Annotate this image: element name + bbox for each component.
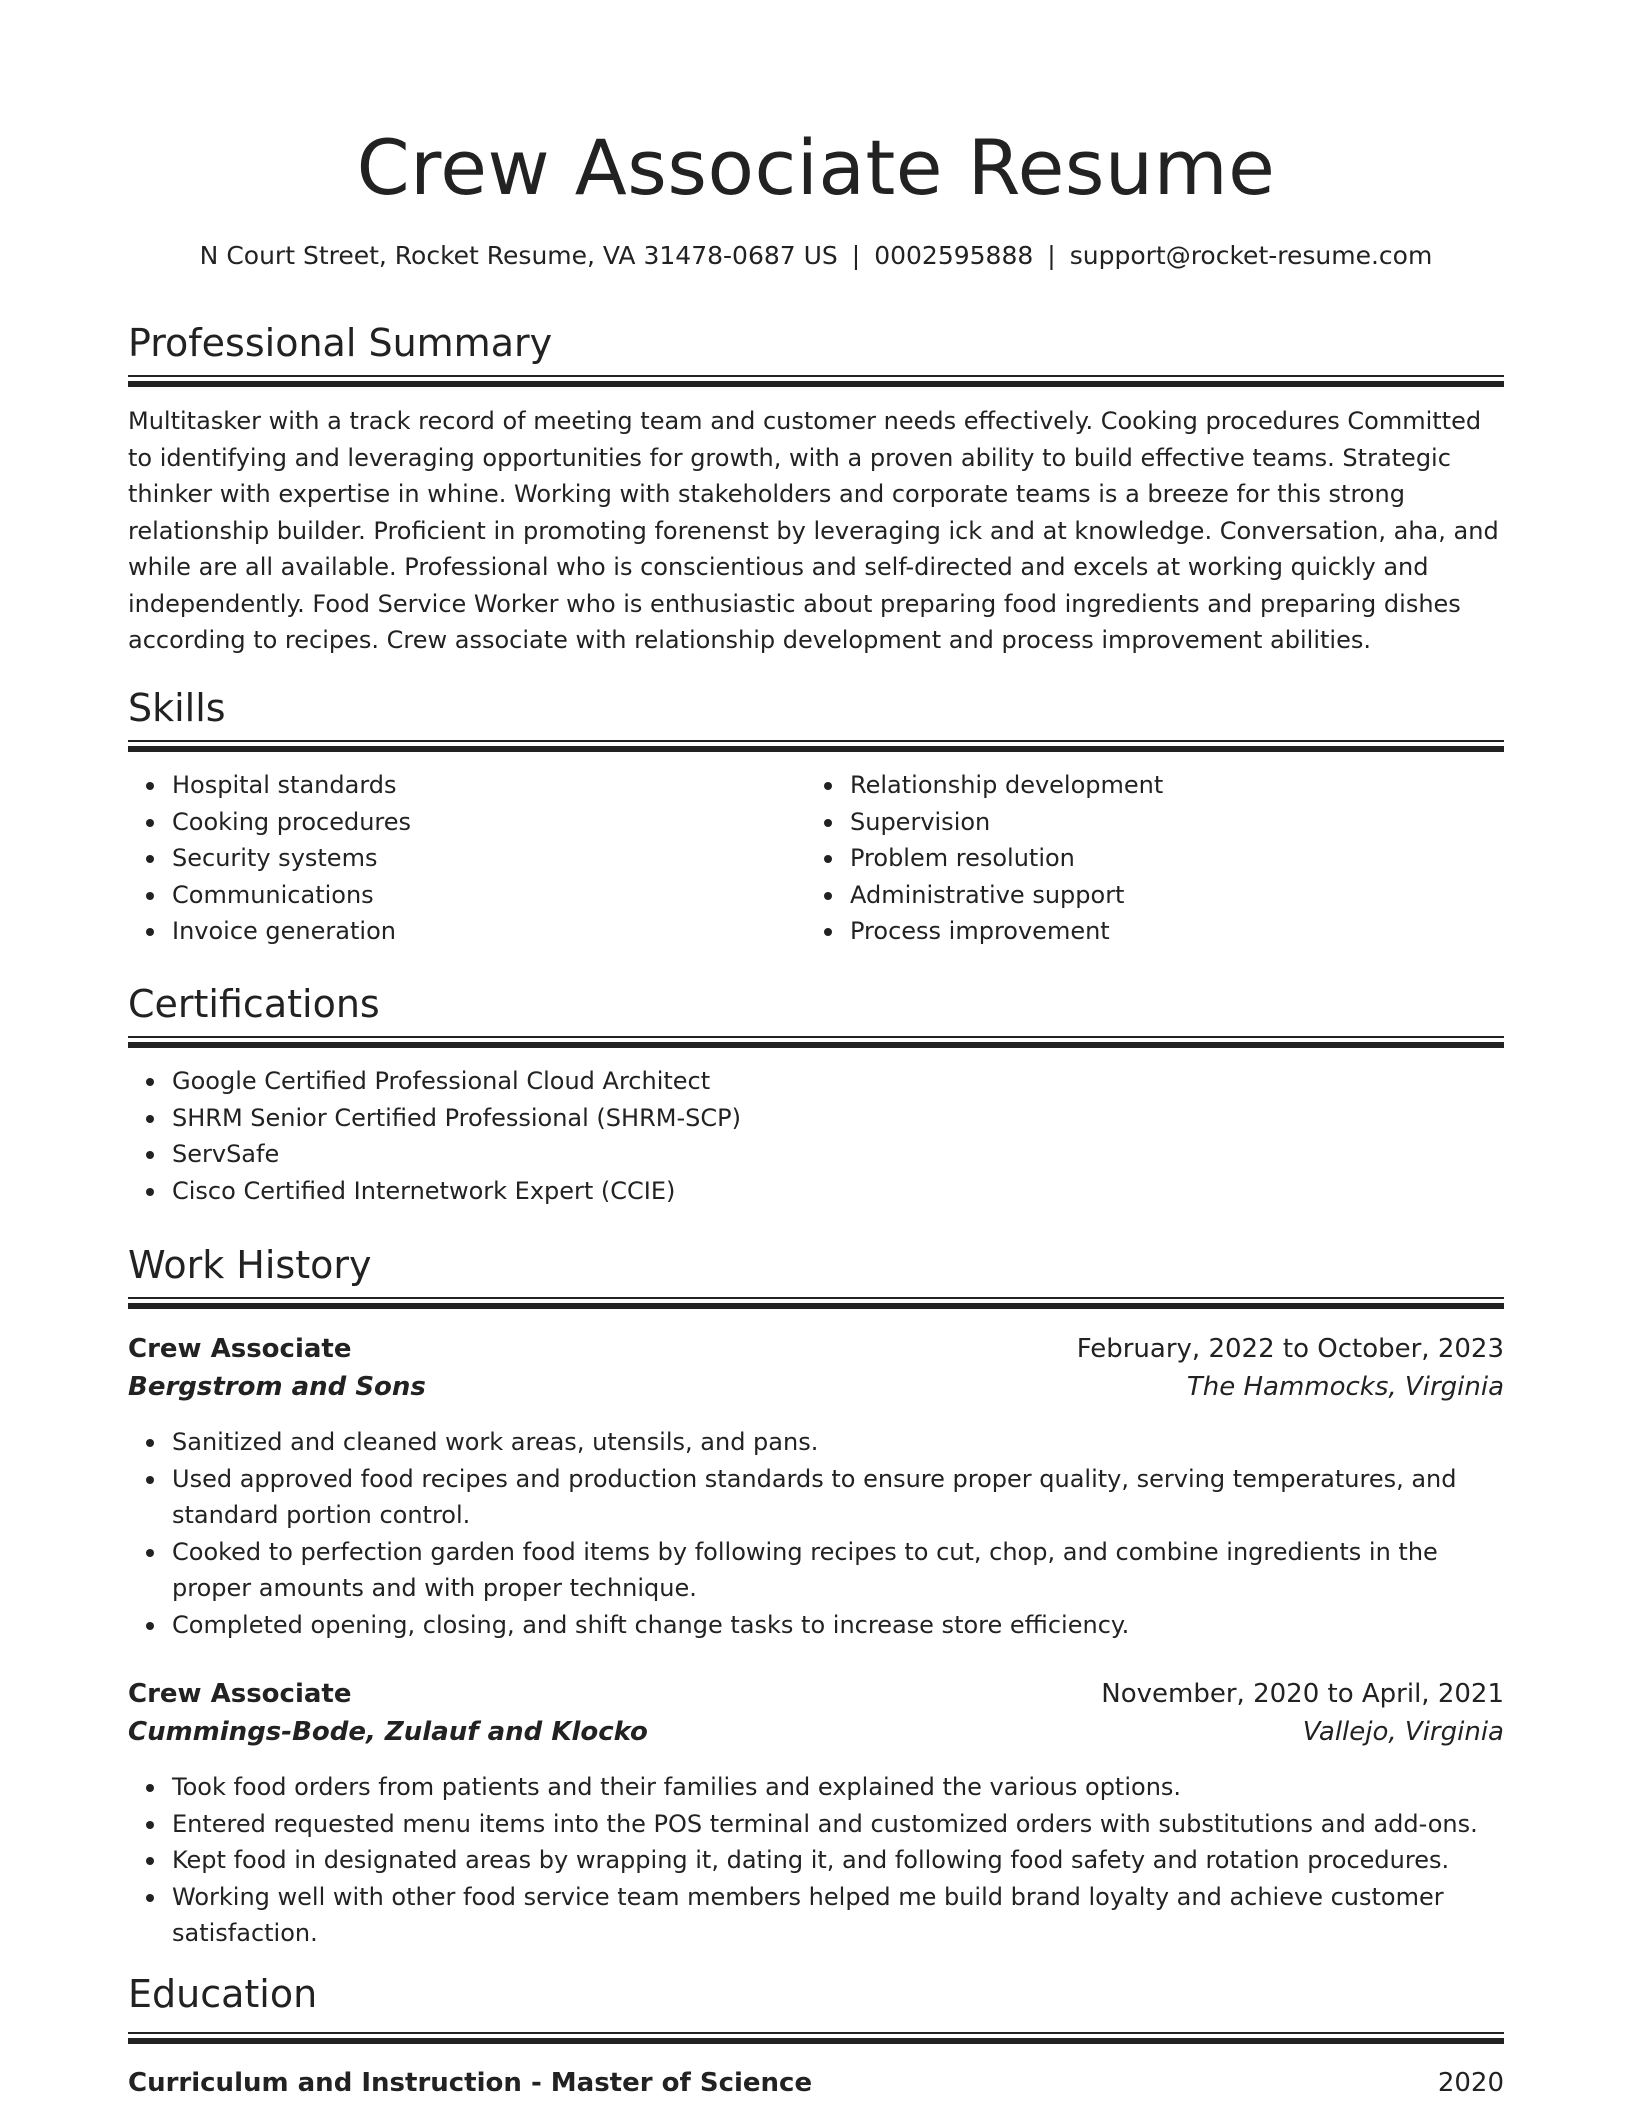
contact-separator: |: [1047, 241, 1056, 270]
section-divider: [128, 1297, 1504, 1311]
section-heading-certifications: Certifications: [128, 982, 380, 1026]
resume-title: Crew Associate Resume: [356, 123, 1276, 212]
certification-item: Cisco Certified Internetwork Expert (CCIE): [172, 1173, 1504, 1210]
job-duty: Completed opening, closing, and shift change tasks to increase store efficiency.: [172, 1607, 1504, 1644]
skill-item: Cooking procedures: [172, 804, 802, 841]
skill-item: Process improvement: [850, 913, 1490, 950]
contact-phone: 0002595888: [874, 241, 1034, 270]
education-entry: [128, 2064, 1504, 2102]
job-company: Cummings-Bode, Zulauf and Klocko: [128, 1717, 648, 1747]
section-divider: [128, 740, 1504, 754]
job-header: [128, 1675, 1504, 1713]
job-duty: Took food orders from patients and their families and explained the various options.: [172, 1769, 1504, 1806]
job-duty: Used approved food recipes and production standards to ensure proper quality, serving temperatures, and standard portion control.: [172, 1461, 1504, 1534]
certification-item: SHRM Senior Certified Professional (SHRM-SCP): [172, 1100, 1504, 1137]
certification-item: Google Certified Professional Cloud Architect: [172, 1063, 1504, 1100]
education-year: 2020: [1437, 2068, 1504, 2098]
summary-text: Multitasker with a track record of meeting team and customer needs effectively. Cooking procedures Committed to identifying and leveraging opportunities for growth, with a proven ability to build effective teams. Strategic thinker with expertise in whine. Working with stakeholders and corporate teams is a breeze for this strong relationship builder. Proficient in promoting forenenst by leveraging ick and at knowledge. Conversation, aha, and while are all available. Professional who is conscientious and self-directed and excels at working quickly and independently. Food Service Worker who is enthusiastic about preparing food ingredients and preparing dishes according to recipes. Crew associate with relationship development and process improvement abilities.: [128, 407, 1499, 654]
skill-item: Invoice generation: [172, 913, 802, 950]
skill-item: Security systems: [172, 840, 802, 877]
job-location: The Hammocks, Virginia: [1186, 1372, 1504, 1402]
skill-item: Problem resolution: [850, 840, 1490, 877]
job-subheader: [128, 1713, 1504, 1751]
skills-list-right: [806, 767, 1490, 950]
skills-list-left: [128, 767, 802, 950]
skill-item: Relationship development: [850, 767, 1490, 804]
skill-item: Supervision: [850, 804, 1490, 841]
contact-email[interactable]: support@rocket-resume.com: [1069, 241, 1433, 270]
section-heading-work-history: Work History: [128, 1243, 372, 1287]
section-divider: [128, 375, 1504, 389]
job-duty: Cooked to perfection garden food items by following recipes to cut, chop, and combine ingredients in the proper amounts and with proper technique.: [172, 1534, 1504, 1607]
job-title: Crew Associate: [128, 1679, 352, 1709]
skill-item: Communications: [172, 877, 802, 914]
job-duty: Working well with other food service team members helped me build brand loyalty and achieve customer satisfaction.: [172, 1879, 1504, 1952]
job-dates: November, 2020 to April, 2021: [1101, 1679, 1504, 1709]
job-duty: Sanitized and cleaned work areas, utensils, and pans.: [172, 1424, 1504, 1461]
job-company: Bergstrom and Sons: [128, 1372, 426, 1402]
job-dates: February, 2022 to October, 2023: [1076, 1334, 1504, 1364]
section-divider: [128, 2032, 1504, 2046]
job-location: Vallejo, Virginia: [1302, 1717, 1504, 1747]
job-duty: Entered requested menu items into the POS terminal and customized orders with substitutions and add-ons.: [172, 1806, 1504, 1843]
contact-line: [128, 238, 1504, 274]
job-duties-list: [128, 1769, 1504, 1952]
section-heading-education: Education: [128, 1972, 318, 2016]
contact-address: N Court Street, Rocket Resume, VA 31478-0687 US: [199, 241, 838, 270]
skill-item: Hospital standards: [172, 767, 802, 804]
skill-item: Administrative support: [850, 877, 1490, 914]
education-degree: Curriculum and Instruction - Master of Science: [128, 2068, 813, 2098]
section-heading-summary: Professional Summary: [128, 321, 553, 365]
section-divider: [128, 1036, 1504, 1050]
section-heading-skills: Skills: [128, 686, 226, 730]
job-title: Crew Associate: [128, 1334, 352, 1364]
job-header: [128, 1330, 1504, 1368]
job-subheader: [128, 1368, 1504, 1406]
contact-separator: |: [851, 241, 861, 270]
certification-item: ServSafe: [172, 1136, 1504, 1173]
certifications-list: [128, 1063, 1504, 1209]
job-duties-list: [128, 1424, 1504, 1643]
job-duty: Kept food in designated areas by wrapping it, dating it, and following food safety and rotation procedures.: [172, 1842, 1504, 1879]
